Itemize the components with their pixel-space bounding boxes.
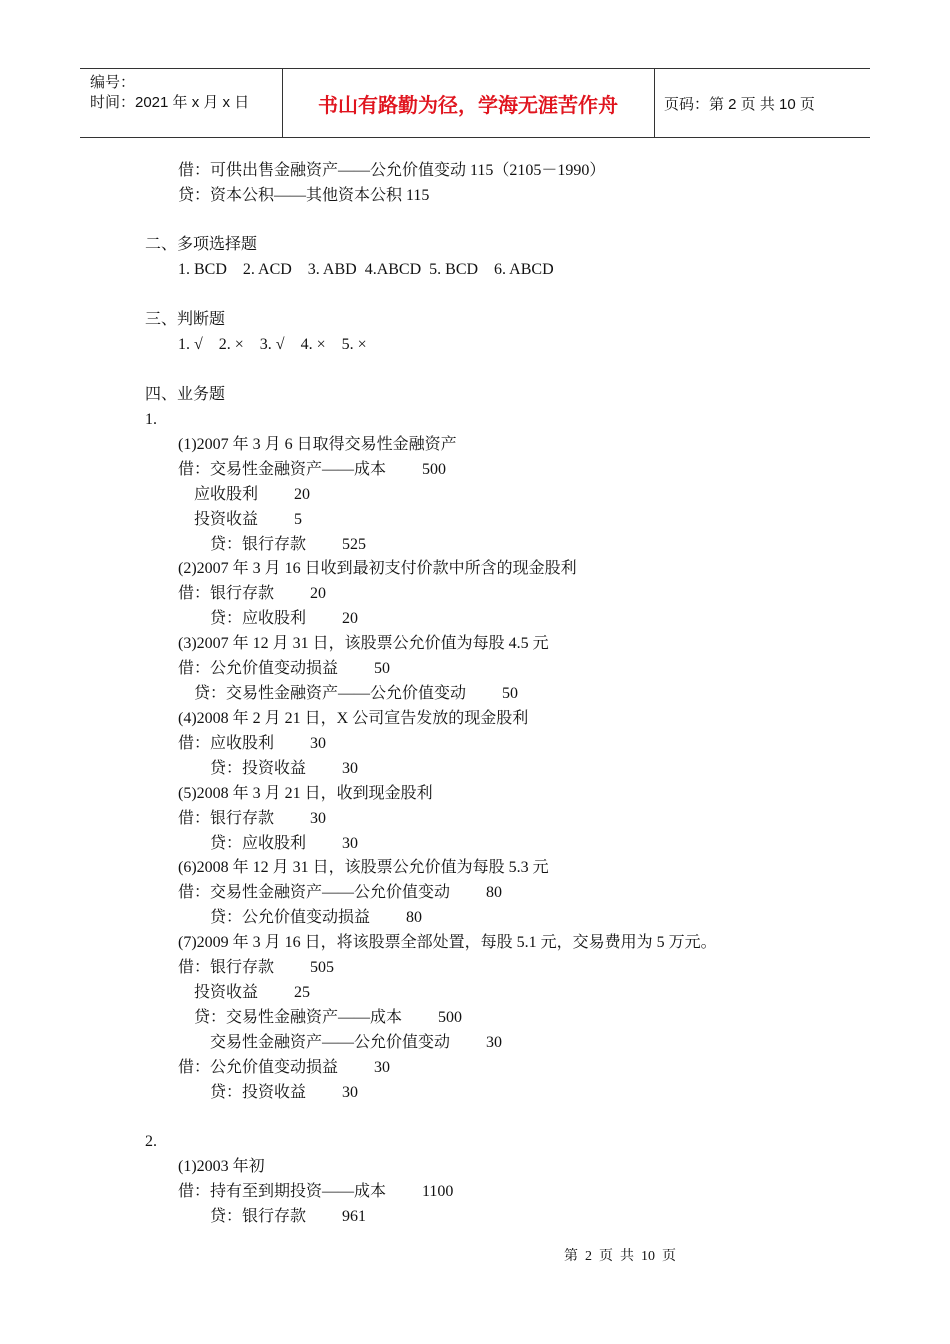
text-line: 借：持有至到期投资——成本 1100 [178, 1183, 454, 1200]
text-line: 借：交易性金融资产——成本 500 [178, 461, 447, 478]
text-line: (1)2007 年 3 月 6 日取得交易性金融资产 [178, 436, 457, 453]
text-line: 借：交易性金融资产——公允价值变动 80 [178, 884, 503, 901]
header-motto: 书山有路勤为径，学海无涯苦作舟 [318, 94, 618, 117]
text-line: 贷：应收股利 20 [210, 610, 359, 627]
text-line: (6)2008 年 12 月 31 日，该股票公允价值为每股 5.3 元 [178, 859, 549, 876]
time-label: 时间：2021 年 x 月 x 日 [90, 94, 250, 111]
text-line: (2)2007 年 3 月 16 日收到最初支付价款中所含的现金股利 [178, 560, 577, 577]
text-line: 借：银行存款 505 [178, 959, 335, 976]
text-line: 借：可供出售金融资产——公允价值变动 115（2105－1990） [178, 162, 606, 179]
text-line: 借：银行存款 20 [178, 585, 327, 602]
text-line: 借：公允价值变动损益 30 [178, 1059, 391, 1076]
serial-label: 编号： [90, 74, 136, 91]
text-line: 贷：应收股利 30 [210, 835, 359, 852]
text-line: 贷：银行存款 525 [210, 536, 367, 553]
text-line: (4)2008 年 2 月 21 日，X 公司宣告发放的现金股利 [178, 710, 529, 727]
text-line: 贷：资本公积——其他资本公积 115 [178, 187, 430, 204]
section-heading: 二、多项选择题 [145, 236, 258, 253]
text-line: 借：银行存款 30 [178, 810, 327, 827]
text-line: 贷：交易性金融资产——公允价值变动 50 [194, 685, 519, 702]
text-line: 贷：投资收益 30 [210, 760, 359, 777]
text-line: 2. [145, 1133, 157, 1150]
section-heading: 四、业务题 [145, 386, 226, 403]
text-line: (3)2007 年 12 月 31 日，该股票公允价值为每股 4.5 元 [178, 635, 549, 652]
text-line: (1)2003 年初 [178, 1158, 265, 1175]
text-line: 借：应收股利 30 [178, 735, 327, 752]
page-footer: 第 2 页 共 10 页 [564, 1249, 676, 1264]
section-heading: 三、判断题 [145, 311, 226, 328]
text-line: 投资收益 25 [194, 984, 311, 1001]
header-page-number: 页码：第 2 页 共 10 页 [664, 96, 815, 113]
text-line: 贷：交易性金融资产——成本 500 [194, 1009, 463, 1026]
text-line: 1. [145, 411, 157, 428]
text-line: 借：公允价值变动损益 50 [178, 660, 391, 677]
text-line: (5)2008 年 3 月 21 日，收到现金股利 [178, 785, 433, 802]
text-line: 贷：投资收益 30 [210, 1084, 359, 1101]
page-header [80, 68, 870, 138]
text-line: 应收股利 20 [194, 486, 311, 503]
text-line: 交易性金融资产——公允价值变动 30 [210, 1034, 503, 1051]
header-divider-right [654, 69, 655, 137]
text-line: 1. BCD 2. ACD 3. ABD 4.ABCD 5. BCD 6. ABCD [178, 261, 554, 278]
text-line: 投资收益 5 [194, 511, 303, 528]
header-meta [90, 73, 249, 113]
text-line: 贷：公允价值变动损益 80 [210, 909, 423, 926]
text-line: 贷：银行存款 961 [210, 1208, 367, 1225]
text-line: 1. √ 2. × 3. √ 4. × 5. × [178, 336, 367, 353]
text-line: (7)2009 年 3 月 16 日，将该股票全部处置，每股 5.1 元，交易费用为 5 万元。 [178, 934, 717, 951]
